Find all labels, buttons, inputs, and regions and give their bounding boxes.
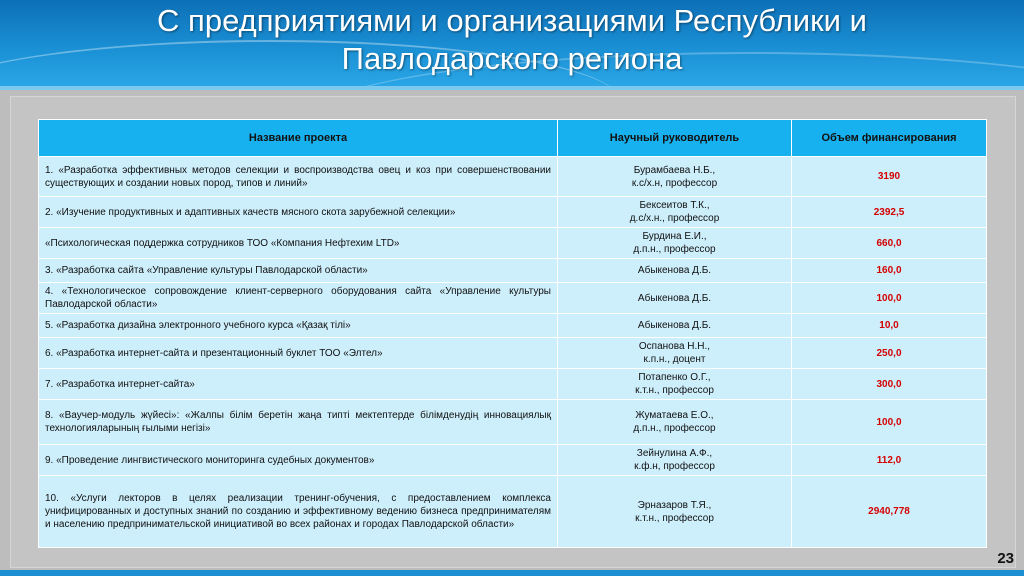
project-cell: 8. «Ваучер-модуль жүйесі»: «Жалпы білім беретін жаңа типті мектептерде білімденудің инновациялық технологияларының ғылыми негізі»: [39, 400, 558, 445]
lead-name: Бурдина Е.И.,: [642, 231, 707, 242]
project-cell: 4. «Технологическое сопровождение клиент-серверного оборудования сайта «Управление культуры Павлодарской области»: [39, 283, 558, 314]
lead-name: Абыкенова Д.Б.: [637, 320, 712, 331]
project-cell: 9. «Проведение лингвистического мониторинга судебных документов»: [39, 445, 558, 476]
lead-cell: [558, 445, 792, 476]
funding-cell: 3190: [792, 157, 987, 197]
lead-cell: [558, 228, 792, 259]
slide-header: [0, 0, 1024, 86]
funding-cell: 660,0: [792, 228, 987, 259]
lead-cell: [558, 283, 792, 314]
table-row: [39, 445, 987, 476]
lead-degree: к.т.н., профессор: [635, 385, 714, 396]
lead-cell: [558, 400, 792, 445]
slide-title: [0, 2, 1024, 78]
footer-bar: [0, 570, 1024, 576]
funding-cell: 300,0: [792, 369, 987, 400]
lead-cell: [558, 476, 792, 548]
project-cell: 7. «Разработка интернет-сайта»: [39, 369, 558, 400]
lead-degree: к.п.н., доцент: [643, 354, 706, 365]
table-row: [39, 228, 987, 259]
lead-cell: [558, 338, 792, 369]
lead-cell: [558, 197, 792, 228]
lead-degree: к.ф.н, профессор: [634, 461, 715, 472]
project-cell: 3. «Разработка сайта «Управление культуры Павлодарской области»: [39, 259, 558, 283]
table-row: [39, 283, 987, 314]
slide-title-line-1: С предприятиями и организациями Республики и: [157, 3, 867, 38]
lead-name: Потапенко О.Г.,: [638, 372, 711, 383]
table-row: [39, 400, 987, 445]
lead-name: Бурамбаева Н.Б.,: [633, 164, 716, 176]
project-cell: 1. «Разработка эффективных методов селекции и воспроизводства овец и коз при совершенствовании существующих и создании новых пород, типов и линий»: [39, 157, 558, 197]
lead-degree: д.п.н., профессор: [633, 244, 716, 255]
table-row: [39, 314, 987, 338]
table-row: [39, 197, 987, 228]
page-number: 23: [997, 550, 1014, 567]
column-header-project: Название проекта: [39, 120, 558, 157]
lead-degree: к.т.н., профессор: [635, 512, 714, 524]
funding-cell: 10,0: [792, 314, 987, 338]
funding-cell: 2392,5: [792, 197, 987, 228]
funding-cell: 2940,778: [792, 476, 987, 548]
projects-table-container: [38, 119, 986, 548]
table-row: [39, 476, 987, 548]
slide-title-line-2: Павлодарского региона: [341, 41, 683, 76]
lead-name: Оспанова Н.Н.,: [638, 341, 711, 352]
funding-cell: 112,0: [792, 445, 987, 476]
table-row: [39, 259, 987, 283]
lead-name: Зейнулина А.Ф.,: [636, 448, 713, 459]
table-row: [39, 369, 987, 400]
lead-cell: [558, 259, 792, 283]
lead-cell: [558, 369, 792, 400]
lead-degree: к.с/х.н, профессор: [631, 177, 718, 189]
lead-name: Жуматаева Е.О.,: [635, 410, 714, 421]
project-cell: 5. «Разработка дизайна электронного учебного курса «Қазақ тілі»: [39, 314, 558, 338]
table-row: [39, 338, 987, 369]
project-cell: «Психологическая поддержка сотрудников ТОО «Компания Нефтехим LTD»: [39, 228, 558, 259]
table-header-row: [39, 120, 987, 157]
project-cell: 2. «Изучение продуктивных и адаптивных качеств мясного скота зарубежной селекции»: [39, 197, 558, 228]
lead-degree: д.с/х.н., профессор: [629, 213, 720, 224]
project-cell: 10. «Услуги лекторов в целях реализации тренинг-обучения, с предоставлением комплекса унифицированных и доступных знаний по созданию и эффективному ведению бизнеса предпринимателям и населению предпринимательской инициативой во всех районах и городах Павлодарской области»: [39, 476, 558, 548]
projects-table: [38, 119, 987, 548]
project-cell: 6. «Разработка интернет-сайта и презентационный буклет ТОО «Элтел»: [39, 338, 558, 369]
lead-name: Бексеитов Т.К.,: [639, 200, 710, 211]
column-header-funding: Объем финансирования: [792, 120, 987, 157]
funding-cell: 250,0: [792, 338, 987, 369]
funding-cell: 100,0: [792, 283, 987, 314]
lead-name: Эрназаров Т.Я.,: [637, 499, 712, 511]
table-row: [39, 157, 987, 197]
lead-cell: [558, 314, 792, 338]
lead-name: Абыкенова Д.Б.: [637, 265, 712, 276]
funding-cell: 100,0: [792, 400, 987, 445]
column-header-lead: Научный руководитель: [558, 120, 792, 157]
funding-cell: 160,0: [792, 259, 987, 283]
lead-degree: д.п.н., профессор: [633, 423, 716, 434]
lead-cell: [558, 157, 792, 197]
lead-name: Абыкенова Д.Б.: [637, 292, 712, 304]
